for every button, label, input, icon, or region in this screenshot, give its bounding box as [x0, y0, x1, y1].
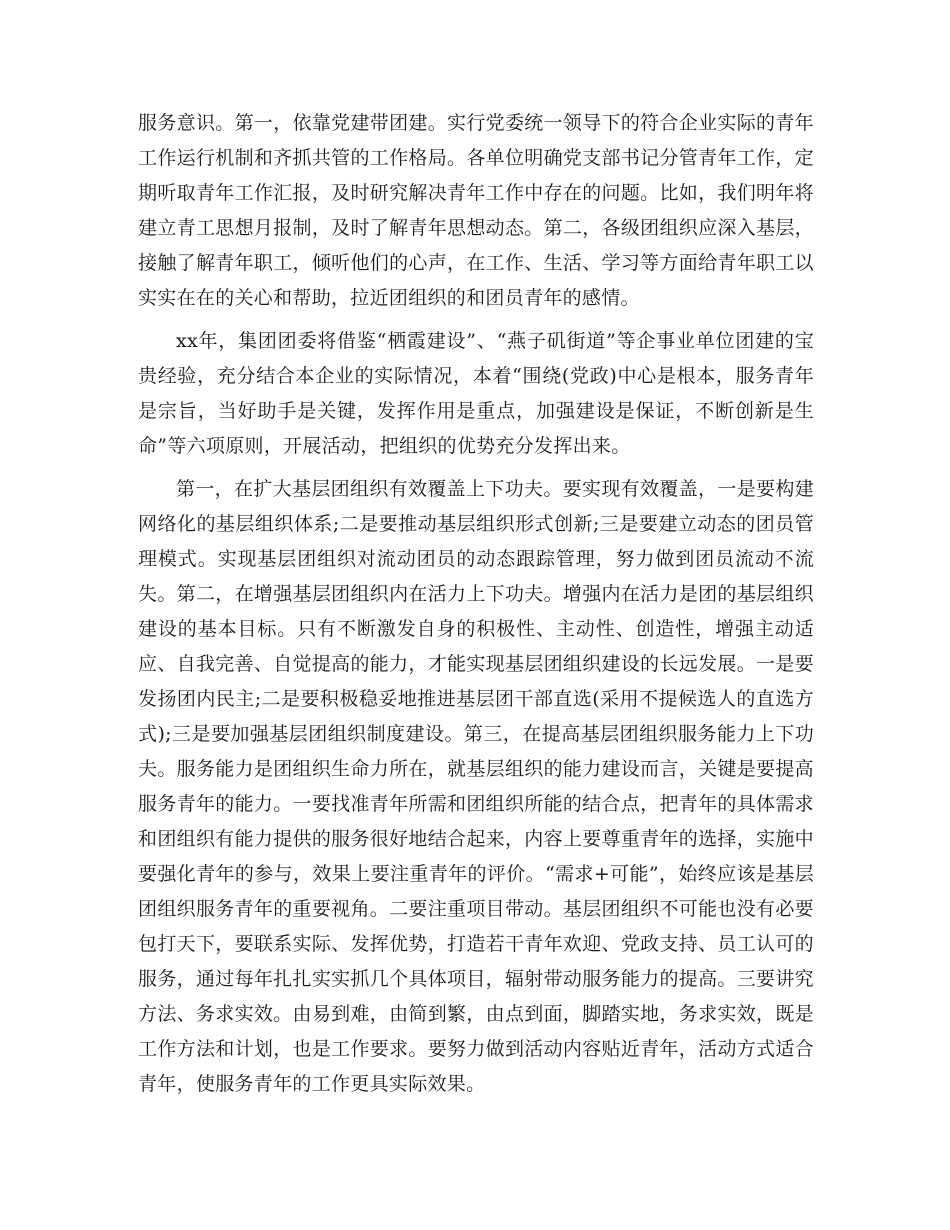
- paragraph-principles: xx年，集团团委将借鉴“栖霞建设”、“燕子矶街道”等企事业单位团建的宝贵经验，充分结合本企业的实际情况，本着“围绕(党政)中心是根本，服务青年是宗旨，当好助手是关键，发挥作用是重点，加强建设是保证，不断创新是生命”等六项原则，开展活动，把组织的优势充分发挥出来。: [138, 330, 814, 457]
- document-page: [138, 106, 814, 1110]
- paragraph-measures: 第一，在扩大基层团组织有效覆盖上下功夫。要实现有效覆盖，一是要构建网络化的基层组织体系;二是要推动基层组织形式创新;三是要建立动态的团员管理模式。实现基层团组织对流动团员的动态跟踪管理，努力做到团员流动不流失。第二，在增强基层团组织内在活力上下功夫。增强内在活力是团的基层组织建设的基本目标。只有不断激发自身的积极性、主动性、创造性，增强主动适应、自我完善、自觉提高的能力，才能实现基层团组织建设的长远发展。一是要发扬团内民主;二是要积极稳妥地推进基层团干部直选(采用不提候选人的直选方式);三是要加强基层团组织制度建设。第三，在提高基层团组织服务能力上下功夫。服务能力是团组织生命力所在，就基层组织的能力建设而言，关键是要提高服务青年的能力。一要找准青年所需和团组织所能的结合点，把青年的具体需求和团组织有能力提供的服务很好地结合起来，内容上要尊重青年的选择，实施中要强化青年的参与，效果上要注重青年的评价。“需求+可能”，始终应该是基层团组织服务青年的重要视角。二要注重项目带动。基层团组织不可能也没有必要包打天下，要联系实际、发挥优势，打造若干青年欢迎、党政支持、员工认可的服务，通过每年扎扎实实抓几个具体项目，辐射带动服务能力的提高。三要讲究方法、务求实效。由易到难，由简到繁，由点到面，脚踏实地，务求实效，既是工作方法和计划，也是工作要求。要努力做到活动内容贴近青年，活动方式适合青年，使服务青年的工作更具实际效果。: [138, 478, 814, 1095]
- paragraph-continuation: 服务意识。第一，依靠党建带团建。实行党委统一领导下的符合企业实际的青年工作运行机制和齐抓共管的工作格局。各单位明确党支部书记分管青年工作，定期听取青年工作汇报，及时研究解决青年工作中存在的问题。比如，我们明年将建立青工思想月报制，及时了解青年思想动态。第二，各级团组织应深入基层，接触了解青年职工，倾听他们的心声，在工作、生活、学习等方面给青年职工以实实在在的关心和帮助，拉近团组织的和团员青年的感情。: [138, 112, 814, 309]
